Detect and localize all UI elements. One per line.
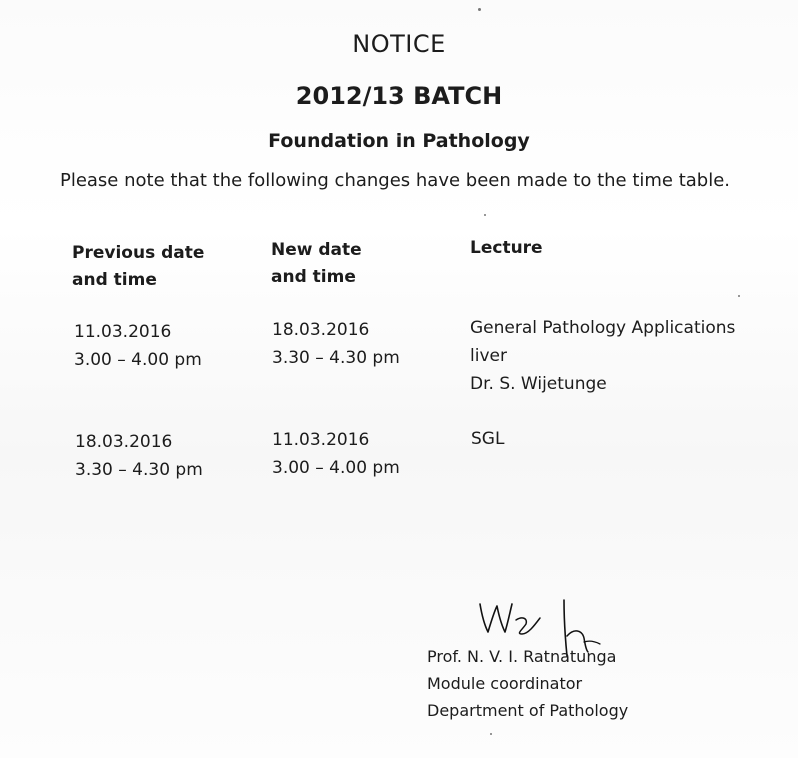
column-header-lecture: Lecture [470,238,543,258]
notice-heading: NOTICE [352,30,446,58]
signatory-name: Prof. N. V. I. Ratnatunga [427,647,617,666]
batch-heading: 2012/13 BATCH [295,82,503,110]
previous-date-time: 11.03.2016 3.00 – 4.00 pm [74,322,202,370]
scan-speck [490,733,492,735]
signatory-block [427,643,628,724]
lecture-details: SGL [471,429,505,449]
scan-speck [478,8,481,11]
previous-date-time: 18.03.2016 3.30 – 4.30 pm [75,432,203,480]
new-date-time: 11.03.2016 3.00 – 4.00 pm [272,430,400,478]
new-date-time: 18.03.2016 3.30 – 4.30 pm [272,320,400,368]
signatory-role: Module coordinator [427,674,583,693]
scan-speck [738,295,740,297]
intro-text: Please note that the following changes have been made to the time table. [59,170,731,191]
module-title: Foundation in Pathology [268,130,530,152]
signatory-department: Department of Pathology [427,701,629,720]
column-header-previous: Previous date and time [72,243,205,290]
column-header-new: New date and time [271,240,362,287]
lecture-details: General Pathology Applications liver Dr. S. Wijetunge [470,318,736,394]
scan-speck [484,214,486,216]
